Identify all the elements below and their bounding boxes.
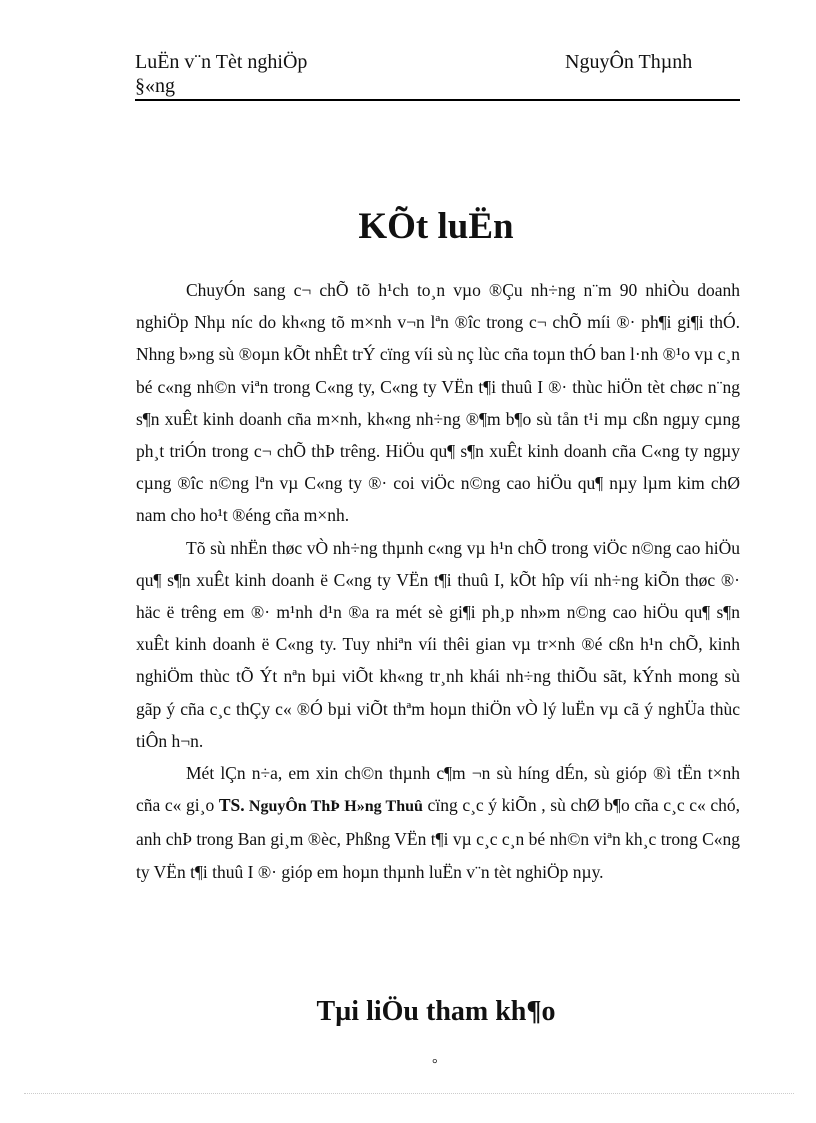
conclusion-body: [136, 274, 740, 888]
advisor-title: TS.: [218, 795, 245, 816]
paragraph-3: [136, 757, 740, 888]
header-left: [135, 50, 307, 98]
references-heading: Tµi liÖu tham kh¶o: [316, 996, 556, 1027]
paragraph-3-intro: Mét lÇn n÷a, em xin ch©n thµnh c¶m ¬n sù híng dÉn, sù gióp ®ì tËn t×nh cña c« gi¸o: [136, 763, 740, 816]
paragraph-2: Tõ sù nhËn thøc vÒ nh÷ng thµnh c«ng vµ h¹n chÕ trong viÖc n©ng cao hiÖu qu¶ s¶n xuÊt kinh doanh ë C«ng ty VËn t¶i thuû I, kÕt hîp víi nh÷ng kiÕn thøc ®· häc ë trêng em ®· m¹nh d¹n ®a ra mét sè gi¶i ph¸p nh»m n©ng cao hiÖu qu¶ s¶n xuÊt kinh doanh ë C«ng ty. Tuy nhiªn víi thêi gian vµ tr×nh ®é cßn h¹n chÕ, kinh nghiÖm thùc tÕ Ýt nªn bµi viÕt kh«ng tr¸nh khái nh÷ng thiÕu sãt, kÝnh mong sù gãp ý cña c¸c thÇy c« ®Ó bµi viÕt thªm hoµn thiÖn vÒ lý luËn vµ cã ý nghÜa thùc tiÔn h¬n.: [136, 537, 740, 751]
header-author: NguyÔn Thµnh: [565, 51, 693, 73]
page-header: [135, 48, 740, 101]
header-thesis-label-cont: §«ng: [135, 75, 175, 97]
header-thesis-label: LuËn v¨n Tèt nghiÖp: [135, 51, 308, 73]
page-title: KÕt luËn: [358, 206, 514, 247]
paragraph-3-rest: cïng c¸c ý kiÕn , sù chØ b¶o cña c¸c c« chó, anh chÞ trong Ban gi¸m ®èc, Phßng VËn t¶i vµ c¸c c¸n bé nh©n viªn kh¸c trong C«ng ty VËn t¶i thuû I ®· gióp em hoµn thµnh luËn v¨n tèt nghiÖp nµy.: [136, 795, 740, 882]
page-number-mark: °: [432, 1057, 438, 1072]
page-bottom-divider: [24, 1093, 794, 1094]
paragraph-1: ChuyÓn sang c¬ chÕ tõ h¹ch to¸n vµo ®Çu nh÷ng n¨m 90 nhiÒu doanh nghiÖp Nhµ níc do kh«ng tõ m×nh v¬n lªn ®îc trong c¬ chÕ míi ®· ph¶i gi¶i thÓ. Nhng b»ng sù ®oµn kÕt nhÊt trÝ cïng víi sù nç lùc cña toµn thÓ ban l·nh ®¹o vµ c¸n bé c«ng nh©n viªn trong C«ng ty, C«ng ty VËn t¶i thuû I ®· thùc hiÖn tèt chøc n¨ng s¶n xuÊt kinh doanh cña m×nh, kh«ng nh÷ng ®¶m b¶o sù tån t¹i mµ cßn ngµy cµng ph¸t triÓn trong c¬ chÕ thÞ trêng. HiÖu qu¶ s¶n xuÊt kinh doanh cña C«ng ty ngµy cµng ®îc n©ng lªn vµ C«ng ty ®· coi viÖc n©ng cao hiÖu qu¶ nµy lµm kim chØ nam cho ho¹t ®éng cña m×nh.: [136, 280, 740, 526]
advisor-name: NguyÔn ThÞ H»ng Thuû: [244, 798, 423, 816]
